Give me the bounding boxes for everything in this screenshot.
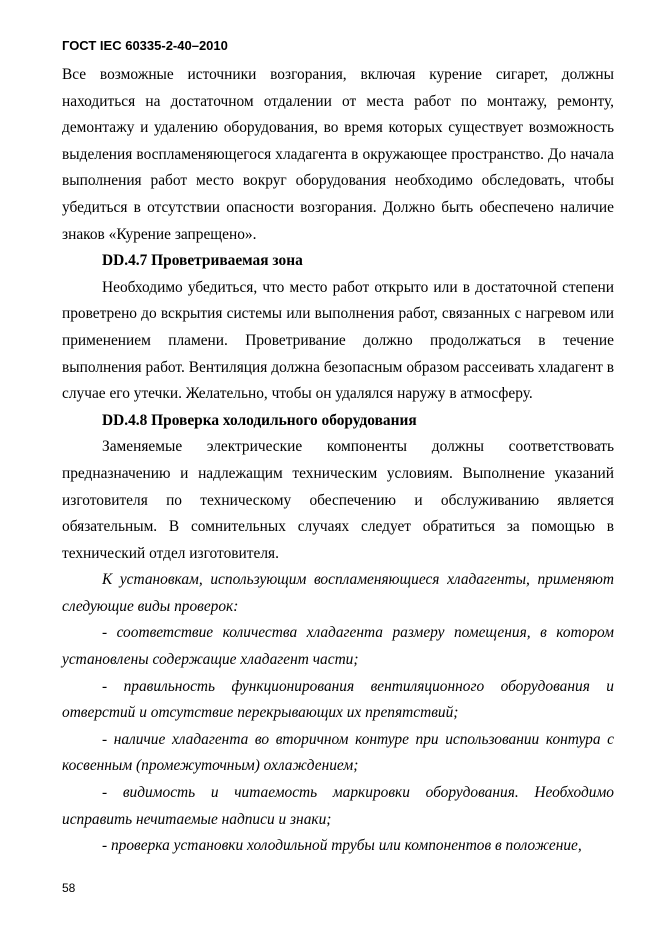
paragraph-replacement-components: Заменяемые электрические компоненты должны соответствовать предназначению и надлежащим техническим условиям. Выполнение указаний изготовителя по техническому обеспечению и обслуживанию является обязательным. В сомнительных случаях следует обратиться за помощью в технический отдел изготовителя. [62, 438, 614, 562]
list-item-secondary-circuit: - наличие хладагента во вторичном контуре при использовании контура с косвенным (промежуточным) охлаждением; [62, 730, 614, 775]
paragraph-ventilation: Необходимо убедиться, что место работ открыто или в достаточной степени проветрено до вскрытия системы или выполнения работ, связанных с нагревом или применением пламени. Проветривание должно продолжаться в течение выполнения работ. Вентиляция должна безопасным образом рассеивать хладагент в случае его утечки. Желательно, чтобы он удалялся наружу в атмосферу. [62, 278, 614, 403]
section-heading-refrigeration-check: DD.4.8 Проверка холодильного оборудования [102, 411, 417, 429]
list-item-marking-visibility: - видимость и читаемость маркировки оборудования. Необходимо исправить нечитаемые надписи и знаки; [62, 784, 614, 828]
paragraph-checks-intro: К установкам, использующим воспламеняющиеся хладагенты, применяют следующие виды проверок: [62, 571, 614, 615]
section-heading-ventilated-area: DD.4.7 Проветриваемая зона [102, 252, 303, 270]
body-text [62, 62, 614, 860]
list-item-refrigerant-quantity: - соответствие количества хладагента размеру помещения, в котором установлены содержащие хладагент части; [62, 624, 614, 669]
page-number: 58 [62, 881, 76, 895]
standard-header: ГОСТ IEC 60335-2-40–2010 [62, 38, 228, 53]
list-item-pipe-installation: - проверка установки холодильной трубы или компонентов в положение, [102, 837, 582, 855]
list-item-ventilation-function: - правильность функционирования вентиляционного оборудования и отверстий и отсутствие перекрывающих их препятствий; [62, 677, 614, 722]
paragraph-ignition-sources: Все возможные источники возгорания, включая курение сигарет, должны находиться на достаточном отдалении от места работ по монтажу, ремонту, демонтажу и удалению оборудования, во время которых существует возможность выделения воспламеняющегося хладагента в окружающее пространство. До начала выполнения работ место вокруг оборудования необходимо обследовать, чтобы убедиться в отсутствии опасности возгорания. Должно быть обеспечено наличие знаков «Курение запрещено». [62, 66, 614, 243]
